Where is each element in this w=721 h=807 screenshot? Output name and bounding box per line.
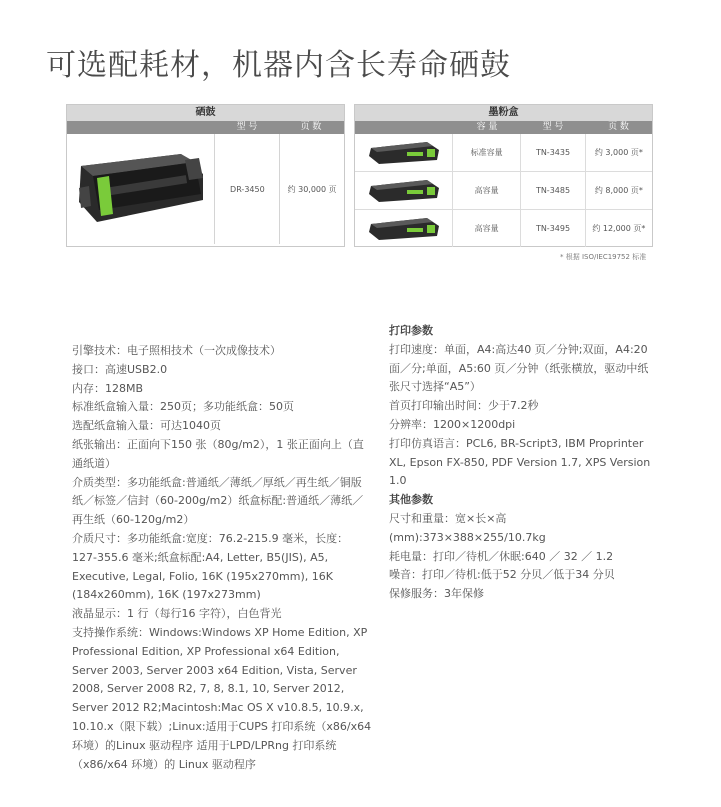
spec-line: 介质尺寸：多功能纸盒:宽度：76.2-215.9 毫米，长度：127-355.6 毫米;纸盒标配:A4, Letter, B5(JIS), A5, Executive, Legal, Folio, 16K (195x270mm), 16K (184x260mm), 16K (197x273mm) <box>72 531 349 602</box>
spec-line: 分辨率：1200×1200dpi <box>389 417 516 431</box>
toner-header-model: 型 号 <box>542 122 564 132</box>
spec-line: 尺寸和重量：宽×长×高(mm):373×388×255/10.7kg <box>389 511 546 544</box>
drum-pages: 约 30,000 页 <box>287 184 337 194</box>
toner-table <box>354 104 653 247</box>
page-headline: 可选配耗材，机器内含长寿命硒鼓 <box>46 48 511 83</box>
toner-model: TN-3485 <box>521 172 585 209</box>
toner-cartridge-image <box>355 210 453 247</box>
spec-line: 内存：128MB <box>72 381 144 395</box>
spec-line: 纸张输出：正面向下150 张（80g/m2），1 张正面向上（直通纸道） <box>72 437 364 470</box>
drum-unit-image <box>67 134 215 244</box>
toner-row <box>355 210 652 247</box>
drum-header-model: 型 号 <box>236 122 258 132</box>
toner-table-header <box>355 121 652 134</box>
spec-line: 噪音：打印／待机:低于52 分贝／低于34 分贝 <box>389 568 615 582</box>
toner-capacity: 标准容量 <box>453 134 521 171</box>
print-and-other-specs <box>389 322 659 604</box>
drum-header-pages: 页 数 <box>300 122 322 132</box>
spec-line: 标准纸盒输入量：250页；多功能纸盒：50页 <box>72 400 294 414</box>
spec-line: 选配纸盒输入量：可达1040页 <box>72 419 221 433</box>
toner-cartridge-image <box>355 172 453 209</box>
toner-model: TN-3435 <box>521 134 585 171</box>
spec-line: 打印仿真语言：PCL6, BR-Script3, IBM Proprinter XL, Epson FX-850, PDF Version 1.7, XPS Version 1.0 <box>389 436 651 488</box>
iso-footnote: * 根据 ISO/IEC19752 标准 <box>560 253 647 261</box>
spec-line: 保修服务：3年保修 <box>389 587 484 601</box>
toner-pages: 约 3,000 页* <box>594 148 643 157</box>
toner-header-pages: 页 数 <box>608 122 629 132</box>
spec-line: 液晶显示：1 行（每行16 字符），白色背光 <box>72 607 282 621</box>
spec-line: 打印速度：单面，A4:高达40 页／分钟;双面，A4:20 面／分;单面，A5:60 页／分钟（纸张横放，驱动中纸张尺寸选择“A5”） <box>389 342 649 394</box>
spec-line: 引擎技术：电子照相技术（一次成像技术） <box>72 344 281 357</box>
toner-capacity: 高容量 <box>453 172 521 209</box>
spec-line: 首页打印输出时间：少于7.2秒 <box>389 399 539 413</box>
toner-model: TN-3495 <box>521 210 585 247</box>
general-specs <box>72 342 372 774</box>
spec-line: 接口：高速USB2.0 <box>72 362 168 376</box>
toner-row <box>355 134 652 172</box>
drum-model: DR-3450 <box>215 134 280 244</box>
drum-table-header <box>67 121 344 134</box>
print-params-heading: 打印参数 <box>389 324 433 337</box>
toner-capacity: 高容量 <box>453 210 521 247</box>
drum-table-title: 硒鼓 <box>67 105 344 121</box>
toner-row <box>355 172 652 210</box>
toner-table-title: 墨粉盒 <box>355 105 652 121</box>
toner-pages: 约 8,000 页* <box>594 186 643 195</box>
spec-line: 耗电量：打印／待机／休眠:640 ／ 32 ／ 1.2 <box>389 549 614 563</box>
toner-pages: 约 12,000 页* <box>592 224 646 233</box>
toner-header-capacity: 容 量 <box>476 122 498 132</box>
toner-cartridge-image <box>355 134 453 171</box>
drum-table <box>66 104 345 247</box>
spec-line: 支持操作系统：Windows:Windows XP Home Edition, XP Professional Edition, XP Professional x64 Edition, Server 2003, Server 2003 x64 Edition, Vista, Server 2008, Server 2008 R2, 7, 8, 8.1, 10, Server 2012, Server 2012 R2;Macintosh:Mac OS X v10.8.5, 10.9.x, 10.10.x（限下载）;Linux:适用于CUPS 打印系统（x86/x64 环境）的Linux 驱动程序 适用于LPD/LPRng 打印系统（x86/x64 环境）的 Linux 驱动程序 <box>72 625 372 771</box>
spec-line: 介质类型：多功能纸盒:普通纸／薄纸／厚纸／再生纸／铜版纸／标签／信封（60-200g/m2）纸盒标配:普通纸／薄纸／再生纸（60-120g/m2） <box>72 475 364 527</box>
other-params-heading: 其他参数 <box>389 493 433 507</box>
